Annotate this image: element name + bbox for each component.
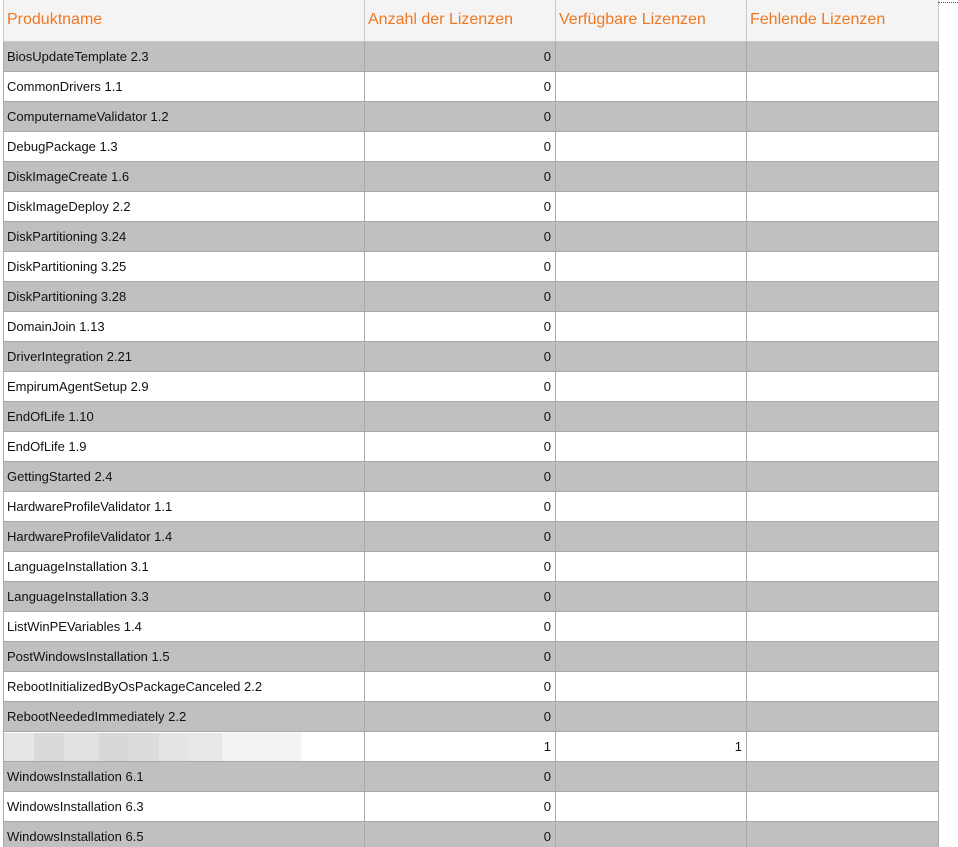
table-row[interactable]	[4, 762, 939, 792]
available-licenses-cell	[556, 672, 747, 702]
available-licenses-cell	[556, 792, 747, 822]
missing-licenses-cell	[747, 732, 939, 762]
product-name-cell: ComputernameValidator 1.2	[4, 102, 365, 132]
table-row[interactable]	[4, 162, 939, 192]
license-count-cell: 0	[365, 822, 556, 847]
license-count-cell: 0	[365, 312, 556, 342]
available-licenses-cell	[556, 132, 747, 162]
product-name-cell: CommonDrivers 1.1	[4, 72, 365, 102]
license-count-cell: 0	[365, 522, 556, 552]
table-row[interactable]	[4, 342, 939, 372]
missing-licenses-cell	[747, 672, 939, 702]
license-count-cell: 0	[365, 792, 556, 822]
license-count-cell: 0	[365, 642, 556, 672]
product-name-cell: EndOfLife 1.9	[4, 432, 365, 462]
product-name-cell: WindowsInstallation 6.1	[4, 762, 365, 792]
available-licenses-cell	[556, 642, 747, 672]
available-licenses-cell	[556, 162, 747, 192]
product-name-cell: DiskPartitioning 3.28	[4, 282, 365, 312]
available-licenses-cell	[556, 762, 747, 792]
product-name-cell: ListWinPEVariables 1.4	[4, 612, 365, 642]
product-name-cell: LanguageInstallation 3.1	[4, 552, 365, 582]
available-licenses-cell	[556, 102, 747, 132]
missing-licenses-cell	[747, 162, 939, 192]
table-row[interactable]	[4, 42, 939, 72]
missing-licenses-cell	[747, 312, 939, 342]
missing-licenses-cell	[747, 132, 939, 162]
product-name-cell: EmpirumAgentSetup 2.9	[4, 372, 365, 402]
product-name-cell	[4, 732, 365, 762]
missing-licenses-cell	[747, 552, 939, 582]
available-licenses-cell	[556, 702, 747, 732]
license-count-cell: 1	[365, 732, 556, 762]
missing-licenses-cell	[747, 762, 939, 792]
column-header-product-name[interactable]: Produktname	[4, 0, 365, 42]
license-count-cell: 0	[365, 282, 556, 312]
missing-licenses-cell	[747, 522, 939, 552]
license-count-cell: 0	[365, 702, 556, 732]
product-name-cell: HardwareProfileValidator 1.1	[4, 492, 365, 522]
missing-licenses-cell	[747, 702, 939, 732]
table-row[interactable]	[4, 312, 939, 342]
product-name-cell: HardwareProfileValidator 1.4	[4, 522, 365, 552]
table-row[interactable]	[4, 702, 939, 732]
license-count-cell: 0	[365, 342, 556, 372]
table-row[interactable]	[4, 552, 939, 582]
missing-licenses-cell	[747, 822, 939, 847]
product-name-cell: DiskImageCreate 1.6	[4, 162, 365, 192]
table-row[interactable]	[4, 282, 939, 312]
available-licenses-cell	[556, 312, 747, 342]
table-row[interactable]	[4, 432, 939, 462]
table-row[interactable]	[4, 132, 939, 162]
available-licenses-cell	[556, 492, 747, 522]
available-licenses-cell	[556, 552, 747, 582]
product-name-cell: RebootNeededImmediately 2.2	[4, 702, 365, 732]
missing-licenses-cell	[747, 462, 939, 492]
product-name-cell: EndOfLife 1.10	[4, 402, 365, 432]
license-table	[3, 0, 939, 847]
product-name-cell: BiosUpdateTemplate 2.3	[4, 42, 365, 72]
column-header-license-count[interactable]: Anzahl der Lizenzen	[365, 0, 556, 42]
product-name-cell: DebugPackage 1.3	[4, 132, 365, 162]
available-licenses-cell	[556, 192, 747, 222]
available-licenses-cell	[556, 522, 747, 552]
table-row[interactable]	[4, 642, 939, 672]
column-header-available-licenses[interactable]: Verfügbare Lizenzen	[556, 0, 747, 42]
table-row[interactable]	[4, 672, 939, 702]
available-licenses-cell	[556, 432, 747, 462]
available-licenses-cell	[556, 252, 747, 282]
available-licenses-cell	[556, 72, 747, 102]
license-count-cell: 0	[365, 402, 556, 432]
missing-licenses-cell	[747, 492, 939, 522]
dotted-focus-edge	[938, 2, 958, 3]
table-row[interactable]	[4, 822, 939, 847]
product-name-cell: DomainJoin 1.13	[4, 312, 365, 342]
product-name-cell: WindowsInstallation 6.5	[4, 822, 365, 847]
product-name-cell: GettingStarted 2.4	[4, 462, 365, 492]
license-table-body	[4, 42, 939, 847]
available-licenses-cell	[556, 462, 747, 492]
available-licenses-cell	[556, 342, 747, 372]
missing-licenses-cell	[747, 222, 939, 252]
missing-licenses-cell	[747, 612, 939, 642]
table-row[interactable]	[4, 462, 939, 492]
table-row[interactable]	[4, 222, 939, 252]
license-count-cell: 0	[365, 162, 556, 192]
license-count-cell: 0	[365, 252, 556, 282]
available-licenses-cell	[556, 582, 747, 612]
missing-licenses-cell	[747, 102, 939, 132]
license-count-cell: 0	[365, 462, 556, 492]
product-name-cell: DiskPartitioning 3.25	[4, 252, 365, 282]
missing-licenses-cell	[747, 192, 939, 222]
redacted-product-name	[4, 733, 301, 761]
license-count-cell: 0	[365, 372, 556, 402]
available-licenses-cell	[556, 402, 747, 432]
license-count-cell: 0	[365, 102, 556, 132]
missing-licenses-cell	[747, 72, 939, 102]
product-name-cell: LanguageInstallation 3.3	[4, 582, 365, 612]
header-row	[4, 0, 939, 42]
table-row[interactable]	[4, 522, 939, 552]
license-count-cell: 0	[365, 582, 556, 612]
missing-licenses-cell	[747, 582, 939, 612]
missing-licenses-cell	[747, 642, 939, 672]
table-row[interactable]	[4, 792, 939, 822]
table-row[interactable]	[4, 732, 939, 762]
license-count-cell: 0	[365, 612, 556, 642]
license-count-cell: 0	[365, 132, 556, 162]
product-name-cell: PostWindowsInstallation 1.5	[4, 642, 365, 672]
missing-licenses-cell	[747, 252, 939, 282]
available-licenses-cell	[556, 282, 747, 312]
license-count-cell: 0	[365, 552, 556, 582]
license-count-cell: 0	[365, 762, 556, 792]
license-count-cell: 0	[365, 432, 556, 462]
license-count-cell: 0	[365, 672, 556, 702]
table-row[interactable]	[4, 612, 939, 642]
license-count-cell: 0	[365, 192, 556, 222]
product-name-cell: DiskPartitioning 3.24	[4, 222, 365, 252]
available-licenses-cell	[556, 372, 747, 402]
table-row[interactable]	[4, 582, 939, 612]
table-row[interactable]	[4, 372, 939, 402]
missing-licenses-cell	[747, 402, 939, 432]
table-row[interactable]	[4, 492, 939, 522]
license-count-cell: 0	[365, 222, 556, 252]
missing-licenses-cell	[747, 432, 939, 462]
product-name-cell: DriverIntegration 2.21	[4, 342, 365, 372]
missing-licenses-cell	[747, 372, 939, 402]
product-name-cell: DiskImageDeploy 2.2	[4, 192, 365, 222]
table-row[interactable]	[4, 402, 939, 432]
product-name-cell: WindowsInstallation 6.3	[4, 792, 365, 822]
license-count-cell: 0	[365, 72, 556, 102]
table-row[interactable]	[4, 192, 939, 222]
table-row[interactable]	[4, 252, 939, 282]
available-licenses-cell	[556, 222, 747, 252]
table-row[interactable]	[4, 102, 939, 132]
column-header-missing-licenses[interactable]: Fehlende Lizenzen	[747, 0, 939, 42]
missing-licenses-cell	[747, 792, 939, 822]
available-licenses-cell	[556, 822, 747, 847]
product-name-cell: RebootInitializedByOsPackageCanceled 2.2	[4, 672, 365, 702]
available-licenses-cell	[556, 42, 747, 72]
missing-licenses-cell	[747, 42, 939, 72]
license-table-header	[4, 0, 939, 42]
missing-licenses-cell	[747, 282, 939, 312]
license-count-cell: 0	[365, 492, 556, 522]
available-licenses-cell: 1	[556, 732, 747, 762]
license-count-cell: 0	[365, 42, 556, 72]
available-licenses-cell	[556, 612, 747, 642]
missing-licenses-cell	[747, 342, 939, 372]
table-row[interactable]	[4, 72, 939, 102]
